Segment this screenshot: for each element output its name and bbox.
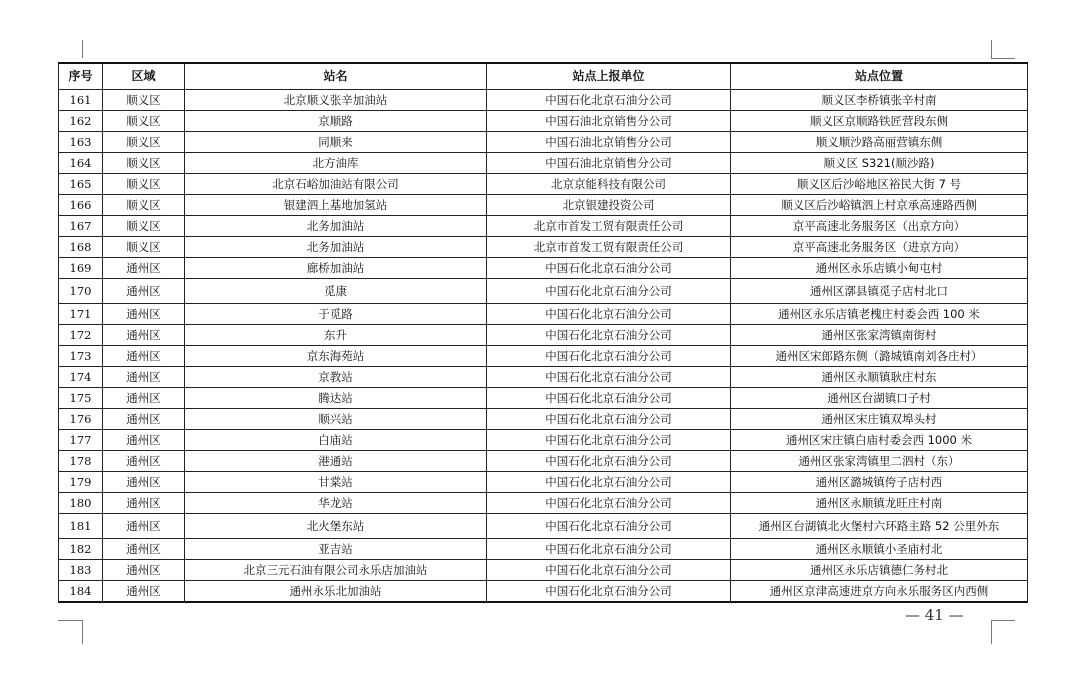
table-row xyxy=(59,430,1028,451)
crop-mark-top-right-h xyxy=(991,58,1015,59)
row-station-name: 甘棠站 xyxy=(185,472,487,493)
row-location: 顺义区后沙峪镇泗上村京承高速路西侧 xyxy=(731,195,1028,216)
row-serial: 161 xyxy=(59,90,103,111)
row-serial: 162 xyxy=(59,111,103,132)
row-location: 通州区台湖镇北火堡村六环路主路 52 公里外东 xyxy=(731,514,1028,539)
header-area: 区域 xyxy=(103,63,185,90)
row-location: 顺义顺沙路高丽营镇东侧 xyxy=(731,132,1028,153)
row-location: 通州区永乐店镇老槐庄村委会西 100 米 xyxy=(731,304,1028,325)
row-station-name: 北务加油站 xyxy=(185,216,487,237)
row-area: 通州区 xyxy=(103,346,185,367)
row-area: 通州区 xyxy=(103,430,185,451)
crop-mark-bottom-right-h xyxy=(991,620,1015,621)
row-station-name: 北务加油站 xyxy=(185,237,487,258)
row-station-name: 同顺来 xyxy=(185,132,487,153)
row-location: 京平高速北务服务区（进京方向） xyxy=(731,237,1028,258)
header-location: 站点位置 xyxy=(731,63,1028,90)
table-row xyxy=(59,539,1028,560)
row-location: 通州区漷县镇觅子店村北口 xyxy=(731,279,1028,304)
table-row xyxy=(59,325,1028,346)
row-station-name: 廊桥加油站 xyxy=(185,258,487,279)
table-row xyxy=(59,132,1028,153)
row-station-name: 于觅路 xyxy=(185,304,487,325)
header-serial: 序号 xyxy=(59,63,103,90)
table-row xyxy=(59,174,1028,195)
row-station-name: 顺兴站 xyxy=(185,409,487,430)
row-serial: 176 xyxy=(59,409,103,430)
row-station-name: 京教站 xyxy=(185,367,487,388)
row-serial: 175 xyxy=(59,388,103,409)
row-serial: 165 xyxy=(59,174,103,195)
row-serial: 172 xyxy=(59,325,103,346)
row-location: 顺义区 S321(顺沙路) xyxy=(731,153,1028,174)
row-station-name: 腾达站 xyxy=(185,388,487,409)
table-row xyxy=(59,111,1028,132)
row-area: 顺义区 xyxy=(103,90,185,111)
row-station-name: 东升 xyxy=(185,325,487,346)
header-reporting-unit: 站点上报单位 xyxy=(487,63,731,90)
row-area: 通州区 xyxy=(103,388,185,409)
row-station-name: 通州永乐北加油站 xyxy=(185,581,487,603)
crop-mark-bottom-left-v xyxy=(82,620,83,644)
row-location: 通州区张家湾镇南街村 xyxy=(731,325,1028,346)
table-row xyxy=(59,409,1028,430)
row-serial: 168 xyxy=(59,237,103,258)
row-location: 顺义区李桥镇张辛村南 xyxy=(731,90,1028,111)
row-location: 通州区永顺镇耿庄村东 xyxy=(731,367,1028,388)
row-station-name: 北火堡东站 xyxy=(185,514,487,539)
row-station-name: 京顺路 xyxy=(185,111,487,132)
table-row xyxy=(59,367,1028,388)
table-row xyxy=(59,581,1028,603)
row-reporting-unit: 中国石化北京石油分公司 xyxy=(487,304,731,325)
row-area: 通州区 xyxy=(103,581,185,603)
row-reporting-unit: 中国石化北京石油分公司 xyxy=(487,388,731,409)
row-reporting-unit: 北京市首发工贸有限责任公司 xyxy=(487,216,731,237)
row-area: 通州区 xyxy=(103,472,185,493)
row-station-name: 北京三元石油有限公司永乐店加油站 xyxy=(185,560,487,581)
row-reporting-unit: 中国石化北京石油分公司 xyxy=(487,430,731,451)
row-serial: 163 xyxy=(59,132,103,153)
row-location: 京平高速北务服务区（出京方向） xyxy=(731,216,1028,237)
row-area: 顺义区 xyxy=(103,195,185,216)
row-location: 通州区京津高速进京方向永乐服务区内西侧 xyxy=(731,581,1028,603)
row-area: 通州区 xyxy=(103,367,185,388)
row-location: 通州区永顺镇龙旺庄村南 xyxy=(731,493,1028,514)
table-row xyxy=(59,216,1028,237)
row-reporting-unit: 北京银建投资公司 xyxy=(487,195,731,216)
row-area: 顺义区 xyxy=(103,237,185,258)
row-reporting-unit: 中国石化北京石油分公司 xyxy=(487,258,731,279)
row-area: 通州区 xyxy=(103,304,185,325)
table-header-row xyxy=(59,63,1028,90)
row-station-name: 北方油库 xyxy=(185,153,487,174)
row-area: 通州区 xyxy=(103,539,185,560)
row-area: 通州区 xyxy=(103,409,185,430)
row-area: 顺义区 xyxy=(103,132,185,153)
row-location: 通州区永乐店镇小甸屯村 xyxy=(731,258,1028,279)
table-row xyxy=(59,346,1028,367)
row-reporting-unit: 中国石化北京石油分公司 xyxy=(487,514,731,539)
row-serial: 171 xyxy=(59,304,103,325)
table-row xyxy=(59,388,1028,409)
row-reporting-unit: 中国石化北京石油分公司 xyxy=(487,581,731,603)
row-serial: 184 xyxy=(59,581,103,603)
table-row xyxy=(59,304,1028,325)
row-reporting-unit: 中国石化北京石油分公司 xyxy=(487,346,731,367)
row-area: 通州区 xyxy=(103,514,185,539)
row-serial: 164 xyxy=(59,153,103,174)
table-row xyxy=(59,237,1028,258)
row-area: 通州区 xyxy=(103,493,185,514)
row-area: 顺义区 xyxy=(103,153,185,174)
row-location: 通州区永顺镇小圣庙村北 xyxy=(731,539,1028,560)
row-reporting-unit: 中国石化北京石油分公司 xyxy=(487,325,731,346)
row-location: 通州区张家湾镇里二泗村（东） xyxy=(731,451,1028,472)
row-serial: 178 xyxy=(59,451,103,472)
crop-mark-top-right xyxy=(991,40,992,58)
row-location: 顺义区京顺路铁匠营段东侧 xyxy=(731,111,1028,132)
row-location: 通州区宋郎路东侧（潞城镇南刘各庄村） xyxy=(731,346,1028,367)
row-serial: 174 xyxy=(59,367,103,388)
row-serial: 169 xyxy=(59,258,103,279)
row-reporting-unit: 中国石油北京销售分公司 xyxy=(487,153,731,174)
row-reporting-unit: 中国石化北京石油分公司 xyxy=(487,367,731,388)
row-area: 顺义区 xyxy=(103,216,185,237)
row-reporting-unit: 中国石化北京石油分公司 xyxy=(487,539,731,560)
page-number: — 41 — xyxy=(905,606,964,624)
row-serial: 180 xyxy=(59,493,103,514)
row-area: 通州区 xyxy=(103,258,185,279)
gas-station-table xyxy=(58,62,1028,603)
row-serial: 183 xyxy=(59,560,103,581)
row-serial: 167 xyxy=(59,216,103,237)
table-row xyxy=(59,451,1028,472)
row-station-name: 北京顺义张辛加油站 xyxy=(185,90,487,111)
row-reporting-unit: 北京市首发工贸有限责任公司 xyxy=(487,237,731,258)
row-area: 通州区 xyxy=(103,325,185,346)
row-station-name: 亚吉站 xyxy=(185,539,487,560)
table-row xyxy=(59,472,1028,493)
row-location: 通州区宋庄镇双埠头村 xyxy=(731,409,1028,430)
row-area: 顺义区 xyxy=(103,111,185,132)
row-reporting-unit: 中国石化北京石油分公司 xyxy=(487,90,731,111)
row-reporting-unit: 中国石化北京石油分公司 xyxy=(487,493,731,514)
row-station-name: 觅康 xyxy=(185,279,487,304)
row-reporting-unit: 中国石油北京销售分公司 xyxy=(487,132,731,153)
table-row xyxy=(59,279,1028,304)
row-serial: 181 xyxy=(59,514,103,539)
row-serial: 182 xyxy=(59,539,103,560)
row-station-name: 北京石峪加油站有限公司 xyxy=(185,174,487,195)
row-reporting-unit: 中国石油北京销售分公司 xyxy=(487,111,731,132)
row-reporting-unit: 中国石化北京石油分公司 xyxy=(487,409,731,430)
header-station-name: 站名 xyxy=(185,63,487,90)
row-area: 顺义区 xyxy=(103,174,185,195)
row-location: 顺义区后沙峪地区裕民大街 7 号 xyxy=(731,174,1028,195)
row-location: 通州区台湖镇口子村 xyxy=(731,388,1028,409)
row-station-name: 港通站 xyxy=(185,451,487,472)
table-row xyxy=(59,195,1028,216)
row-station-name: 华龙站 xyxy=(185,493,487,514)
row-area: 通州区 xyxy=(103,279,185,304)
row-area: 通州区 xyxy=(103,451,185,472)
row-serial: 179 xyxy=(59,472,103,493)
table-row xyxy=(59,258,1028,279)
row-serial: 170 xyxy=(59,279,103,304)
row-serial: 166 xyxy=(59,195,103,216)
row-location: 通州区潞城镇侉子店村西 xyxy=(731,472,1028,493)
table-row xyxy=(59,493,1028,514)
row-serial: 173 xyxy=(59,346,103,367)
row-area: 通州区 xyxy=(103,560,185,581)
crop-mark-bottom-left-h xyxy=(58,620,83,621)
row-location: 通州区宋庄镇白庙村委会西 1000 米 xyxy=(731,430,1028,451)
row-station-name: 银建泗上基地加氢站 xyxy=(185,195,487,216)
row-location: 通州区永乐店镇德仁务村北 xyxy=(731,560,1028,581)
table-row xyxy=(59,514,1028,539)
row-reporting-unit: 北京京能科技有限公司 xyxy=(487,174,731,195)
table-row xyxy=(59,90,1028,111)
row-reporting-unit: 中国石化北京石油分公司 xyxy=(487,472,731,493)
row-serial: 177 xyxy=(59,430,103,451)
table-row xyxy=(59,153,1028,174)
row-reporting-unit: 中国石化北京石油分公司 xyxy=(487,451,731,472)
table-row xyxy=(59,560,1028,581)
crop-mark-bottom-right-v xyxy=(991,620,992,644)
crop-mark-top-left xyxy=(82,40,83,58)
row-station-name: 白庙站 xyxy=(185,430,487,451)
row-reporting-unit: 中国石化北京石油分公司 xyxy=(487,279,731,304)
row-station-name: 京东海苑站 xyxy=(185,346,487,367)
row-reporting-unit: 中国石化北京石油分公司 xyxy=(487,560,731,581)
